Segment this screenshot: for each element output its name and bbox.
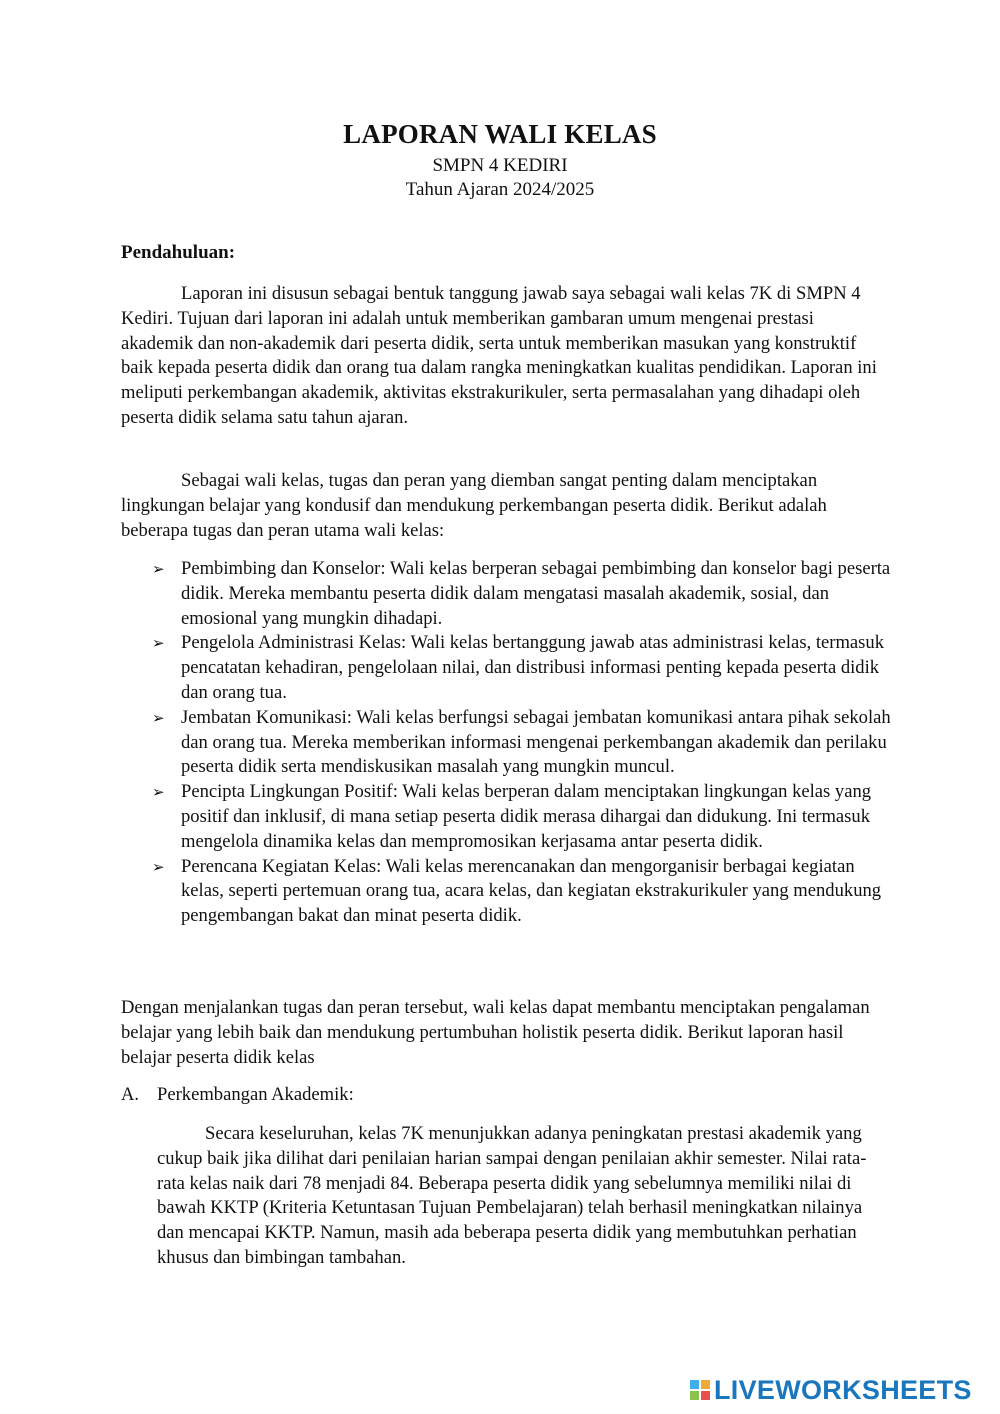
- academic-year: Tahun Ajaran 2024/2025: [405, 179, 595, 200]
- list-item: [121, 780, 891, 854]
- liveworksheets-logo: [690, 1374, 972, 1406]
- list-item-text: Pencipta Lingkungan Positif: Wali kelas berperan dalam menciptakan lingkungan kelas yang positif dan inklusif, di mana setiap peserta didik merasa dihargai dan didukung. Ini termasuk mengelola dinamika kelas dan mempromosikan kerjasama antar peserta didik.: [181, 781, 872, 852]
- arrow-bullet-icon: ➢: [152, 708, 165, 727]
- list-item: [121, 706, 891, 780]
- liveworksheets-wordmark: LIVEWORKSHEETS: [714, 1374, 972, 1405]
- intro-paragraph-1: [121, 282, 881, 431]
- arrow-bullet-icon: ➢: [152, 560, 165, 578]
- section-a-title: Perkembangan Akademik:: [157, 1084, 354, 1105]
- arrow-bullet-icon: ➢: [152, 857, 165, 876]
- intro-paragraph-2-text: Sebagai wali kelas, tugas dan peran yang diemban sangat penting dalam menciptakan lingkungan belajar yang kondusif dan mendukung perkembangan peserta didik. Berikut adalah beberapa tugas dan peran utama wali kelas:: [121, 470, 827, 541]
- section-a-letter: A.: [121, 1084, 140, 1105]
- list-item: [121, 631, 891, 705]
- school-name: SMPN 4 KEDIRI: [432, 155, 568, 176]
- document-title: LAPORAN WALI KELAS: [343, 119, 657, 149]
- intro-paragraph-2: [121, 469, 881, 543]
- intro-heading: Pendahuluan:: [121, 242, 236, 263]
- section-a-paragraph: [157, 1122, 879, 1271]
- section-a-body: Secara keseluruhan, kelas 7K menunjukkan adanya peningkatan prestasi akademik yang cukup baik jika dilihat dari penilaian harian sampai dengan penilaian akhir semester. Nilai rata-rata kelas naik dari 78 menjadi 84. Beberapa peserta didik yang sebelumnya memiliki nilai di bawah KKTP (Kriteria Ketuntasan Tujuan Pembelajaran) telah berhasil meningkatkan nilainya dan mencapai KKTP. Namun, masih ada beberapa peserta didik yang membutuhkan perhatian khusus dan bimbingan tambahan.: [157, 1123, 867, 1268]
- list-item-text: Pembimbing dan Konselor: Wali kelas berperan sebagai pembimbing dan konselor bagi peserta didik. Mereka membantu peserta didik dalam mengatasi masalah akademik, sosial, dan emosional yang mungkin dihadapi.: [181, 558, 891, 629]
- list-item-text: Perencana Kegiatan Kelas: Wali kelas merencanakan dan mengorganisir berbagai kegiatan kelas, seperti pertemuan orang tua, acara kelas, dan kegiatan ekstrakurikuler yang mendukung pengembangan bakat dan minat peserta didik.: [181, 855, 882, 927]
- section-a-heading: [121, 1083, 354, 1108]
- list-item-text: Jembatan Komunikasi: Wali kelas berfungsi sebagai jembatan komunikasi antara pihak sekolah dan orang tua. Mereka memberikan informasi mengenai perkembangan akademik dan perilaku peserta didik serta mendiskusikan masalah yang mungkin muncul.: [181, 706, 891, 778]
- arrow-bullet-icon: ➢: [152, 783, 165, 802]
- conclusion-paragraph: Dengan menjalankan tugas dan peran tersebut, wali kelas dapat membantu menciptakan pengalaman belajar yang lebih baik dan mendukung pertumbuhan holistik peserta didik. Berikut laporan hasil belajar peserta didik kelas: [121, 997, 870, 1068]
- list-item-text: Pengelola Administrasi Kelas: Wali kelas bertanggung jawab atas administrasi kelas, termasuk pencatatan kehadiran, pengelolaan nilai, dan distribusi informasi penting kepada peserta didik dan orang tua.: [181, 632, 885, 703]
- list-item: [121, 557, 891, 631]
- list-item: [121, 855, 891, 929]
- intro-paragraph-1-text: Laporan ini disusun sebagai bentuk tanggung jawab saya sebagai wali kelas 7K di SMPN 4 Kediri. Tujuan dari laporan ini adalah untuk memberikan gambaran umum mengenai prestasi akademik dan non-akademik dari peserta didik, serta untuk memberikan masukan yang konstruktif baik kepada peserta didik dan orang tua dalam rangka meningkatkan kualitas pendidikan. Laporan ini meliputi perkembangan akademik, aktivitas ekstrakurikuler, serta permasalahan yang dihadapi oleh peserta didik selama satu tahun ajaran.: [121, 283, 877, 428]
- arrow-bullet-icon: ➢: [152, 634, 165, 653]
- roles-list: [121, 557, 891, 929]
- liveworksheets-mark-icon: [690, 1380, 710, 1400]
